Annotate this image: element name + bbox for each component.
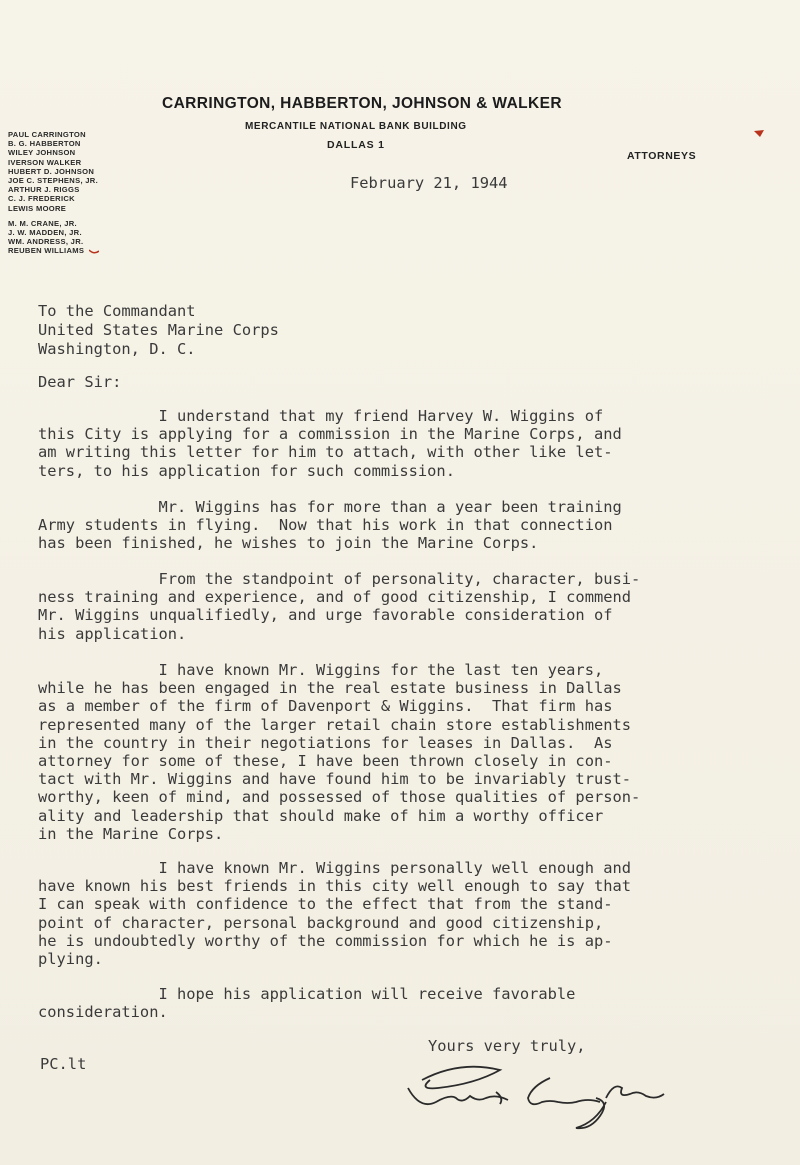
body-line: From the standpoint of personality, character, busi- (38, 570, 641, 588)
partner-name: C. J. FREDERICK (8, 194, 75, 204)
body-line: he is undoubtedly worthy of the commission for which he is ap- (38, 931, 613, 950)
paragraph-1 (38, 407, 622, 480)
body-line: ality and leadership that should make of him a worthy officer (38, 806, 604, 825)
body-line: point of character, personal background and good citizenship, (38, 913, 604, 932)
address-line: Washington, D. C. (38, 340, 196, 358)
partner-name: IVERSON WALKER (8, 157, 82, 167)
associate-name: J. W. MADDEN, JR. (8, 228, 82, 238)
reference-initials: PC.lt (40, 1055, 87, 1073)
body-line: as a member of the firm of Davenport & Wiggins. That firm has (38, 697, 613, 716)
body-line: worthy, keen of mind, and possessed of those qualities of person- (38, 788, 641, 807)
partner-name: B. G. HABBERTON (8, 139, 81, 149)
body-line: Mr. Wiggins has for more than a year been training (38, 498, 622, 516)
paragraph-2 (38, 498, 622, 553)
profession-label: ATTORNEYS (627, 150, 697, 162)
body-line: Mr. Wiggins unqualifiedly, and urge favorable consideration of (38, 606, 613, 625)
partner-name: WILEY JOHNSON (8, 148, 76, 158)
handwritten-signature (400, 1058, 670, 1138)
salutation: Dear Sir: (38, 373, 122, 391)
body-line: plying. (38, 950, 103, 969)
partner-name: ARTHUR J. RIGGS (8, 185, 80, 195)
partner-name: HUBERT D. JOHNSON (8, 166, 95, 176)
paragraph-4 (38, 661, 640, 843)
body-line: represented many of the larger retail chain store establishments (38, 715, 632, 734)
partner-name: LEWIS MOORE (8, 203, 67, 213)
city: DALLAS 1 (327, 139, 385, 151)
body-line: ters, to his application for such commission. (38, 461, 455, 480)
body-line: Army students in flying. Now that his work in that connection (38, 516, 613, 535)
closing: Yours very truly, (428, 1037, 586, 1055)
body-line: have known his best friends in this city well enough to say that (38, 877, 632, 896)
body-line: this City is applying for a commission in the Marine Corps, and (38, 425, 622, 444)
building-name: MERCANTILE NATIONAL BANK BUILDING (245, 121, 467, 132)
associate-name: REUBEN WILLIAMS (8, 246, 85, 256)
partner-name: PAUL CARRINGTON (8, 130, 86, 139)
address-line: To the Commandant (38, 302, 196, 320)
body-line: ness training and experience, and of good citizenship, I commend (38, 588, 632, 607)
body-line: has been finished, he wishes to join the Marine Corps. (38, 534, 539, 553)
associate-name: WM. ANDRESS, JR. (8, 237, 84, 247)
body-line: I have known Mr. Wiggins personally well enough and (38, 859, 632, 877)
recipient-address (38, 302, 279, 359)
firm-name: CARRINGTON, HABBERTON, JOHNSON & WALKER (162, 95, 562, 112)
body-line: consideration. (38, 1003, 168, 1022)
associate-name: M. M. CRANE, JR. (8, 218, 77, 228)
body-line: am writing this letter for him to attach, with other like let- (38, 443, 613, 462)
body-line: his application. (38, 624, 187, 643)
red-mark-icon (754, 130, 764, 138)
body-line: I can speak with confidence to the effect that from the stand- (38, 895, 613, 914)
partner-name: JOE C. STEPHENS, JR. (8, 176, 98, 186)
partner-list (8, 130, 98, 256)
body-line: in the country in their negotiations for leases in Dallas. As (38, 733, 613, 752)
body-line: tact with Mr. Wiggins and have found him to be invariably trust- (38, 770, 632, 789)
address-line: United States Marine Corps (38, 321, 279, 339)
body-line: attorney for some of these, I have been thrown closely in con- (38, 752, 613, 771)
body-line: in the Marine Corps. (38, 824, 224, 843)
body-line: while he has been engaged in the real estate business in Dallas (38, 679, 622, 698)
paragraph-3 (38, 570, 640, 643)
body-line: I understand that my friend Harvey W. Wiggins of (38, 407, 604, 425)
paragraph-6 (38, 985, 575, 1021)
body-line: I have known Mr. Wiggins for the last ten years, (38, 661, 604, 679)
paragraph-5 (38, 859, 631, 968)
letter-date: February 21, 1944 (350, 174, 508, 192)
body-line: I hope his application will receive favorable (38, 985, 576, 1003)
red-tick-icon (89, 249, 99, 255)
